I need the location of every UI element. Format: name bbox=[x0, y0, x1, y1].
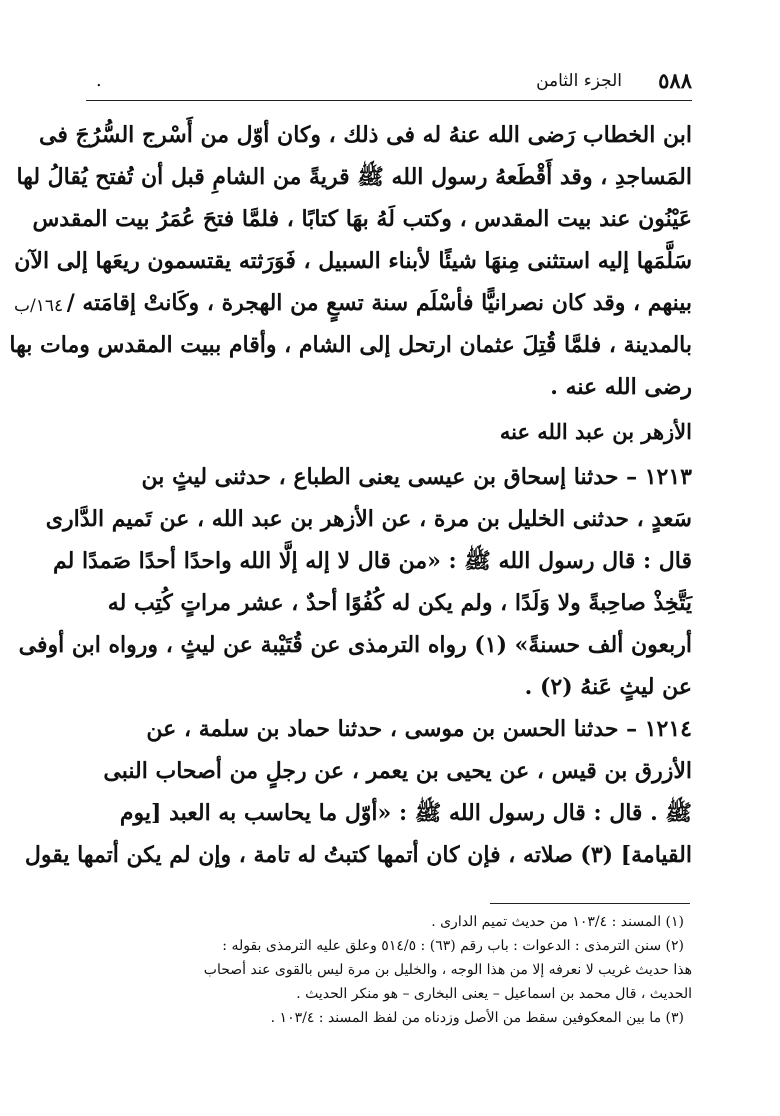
text-line: ﷺ . قال : قال رسول الله ﷺ : «أوّل ما يحاسب به العبد [يوم bbox=[119, 800, 692, 826]
text-line: بالمدينة ، فلمَّا قُتِلَ عثمان ارتحل إلى الشام ، وأقام ببيت المقدس ومات بها bbox=[9, 332, 692, 358]
text-line: القيامة] (٣) صلاته ، فإن كان أتمها كتبتُ له تامة ، وإن لم يكن أتمها يقول bbox=[24, 842, 692, 868]
footnotes bbox=[86, 910, 692, 1030]
text-line: أربعون ألف حسنةً» (١) رواه الترمذى عن قُتَيْبة عن ليثٍ ، ورواه ابن أوفى bbox=[18, 632, 692, 658]
footnote: (٣) ما بين المعكوفين سقط من الأصل وزدناه من لفظ المسند : ١٠٣/٤ . bbox=[270, 1010, 684, 1026]
text-line: قال : قال رسول الله ﷺ : «من قال لا إله إلَّا الله واحدًا أحدًا صَمدًا لم bbox=[52, 548, 692, 574]
header-rule bbox=[86, 100, 692, 101]
text-line: ١٢١٤ – حدثنا الحسن بن موسى ، حدثنا حماد بن سلمة ، عن bbox=[146, 716, 692, 742]
text-line: رضى الله عنه . bbox=[550, 374, 692, 400]
footnote-continuation: الحديث ، قال محمد بن اسماعيل – يعنى البخارى – هو منكر الحديث . bbox=[296, 986, 692, 1002]
paragraph-3 bbox=[24, 708, 692, 876]
paragraph-2 bbox=[18, 456, 692, 708]
section-title: الأزهر بن عبد الله عنه bbox=[499, 419, 692, 444]
text-line: الأزرق بن قيس ، عن يحيى بن يعمر ، عن رجلٍ من أصحاب النبى bbox=[103, 758, 692, 784]
text-line: يَتَّخِذْ صاحِبةً ولا وَلَدًا ، ولم يكن له كُفُوًا أحدٌ ، عشر مراتٍ كُتِب له bbox=[107, 590, 692, 616]
text-line: عن ليثٍ عَنهُ (٢) . bbox=[524, 674, 692, 700]
text-line: ١٢١٣ – حدثنا إسحاق بن عيسى يعنى الطباع ، حدثنى ليثٍ بن bbox=[141, 464, 692, 490]
text-line: بينهم ، وقد كان نصرانيًّا فأسْلَم سنة تسعٍ من الهجرة ، وكَانتْ إقامَته / bbox=[66, 290, 692, 316]
text-line: ابن الخطاب رَضى الله عنهُ له فى ذلك ، وكان أوّل من أَسْرج السُّرُجَ فى bbox=[38, 122, 692, 148]
text-line: سَعدٍ ، حدثنى الخليل بن مرة ، عن الأزهر بن عبد الله ، عن تَميم الدَّارى bbox=[45, 506, 692, 532]
text-line: المَساجدِ ، وقد أَقْطَعهُ رسول الله ﷺ قريةً من الشامِ قبل أن تُفتح يُقالُ لها bbox=[16, 164, 692, 190]
footnote-rule bbox=[490, 903, 690, 904]
page-number: ٥٨٨ bbox=[658, 68, 692, 93]
margin-folio-note: ١٦٤/ب bbox=[14, 296, 64, 316]
text-line: عَيْنُون عند بيت المقدس ، وكتب لَهُ بهَا كتابًا ، فلمَّا فتحَ عُمَرُ بيت المقدس bbox=[32, 206, 692, 232]
footnote-continuation: هذا حديث غريب لا نعرفه إلا من هذا الوجه ، والخليل بن مرة ليس بالقوى عند أصحاب bbox=[203, 962, 692, 978]
text-line: سَلَّمَها إليه استثنى مِنهَا شيئًا لأبناء السبيل ، فَوَرَثته يقتسمون ريعَها إلى الآن bbox=[14, 248, 692, 274]
part-title: الجزء الثامن bbox=[536, 71, 622, 91]
footnote: (٢) سنن الترمذى : الدعوات : باب رقم (٦٣) : ٥١٤/٥ وعلق عليه الترمذى بقوله : bbox=[222, 938, 684, 954]
header-dot: . bbox=[96, 70, 102, 91]
page-header bbox=[86, 68, 692, 98]
footnote: (١) المسند : ١٠٣/٤ من حديث تميم الدارى . bbox=[431, 914, 684, 930]
